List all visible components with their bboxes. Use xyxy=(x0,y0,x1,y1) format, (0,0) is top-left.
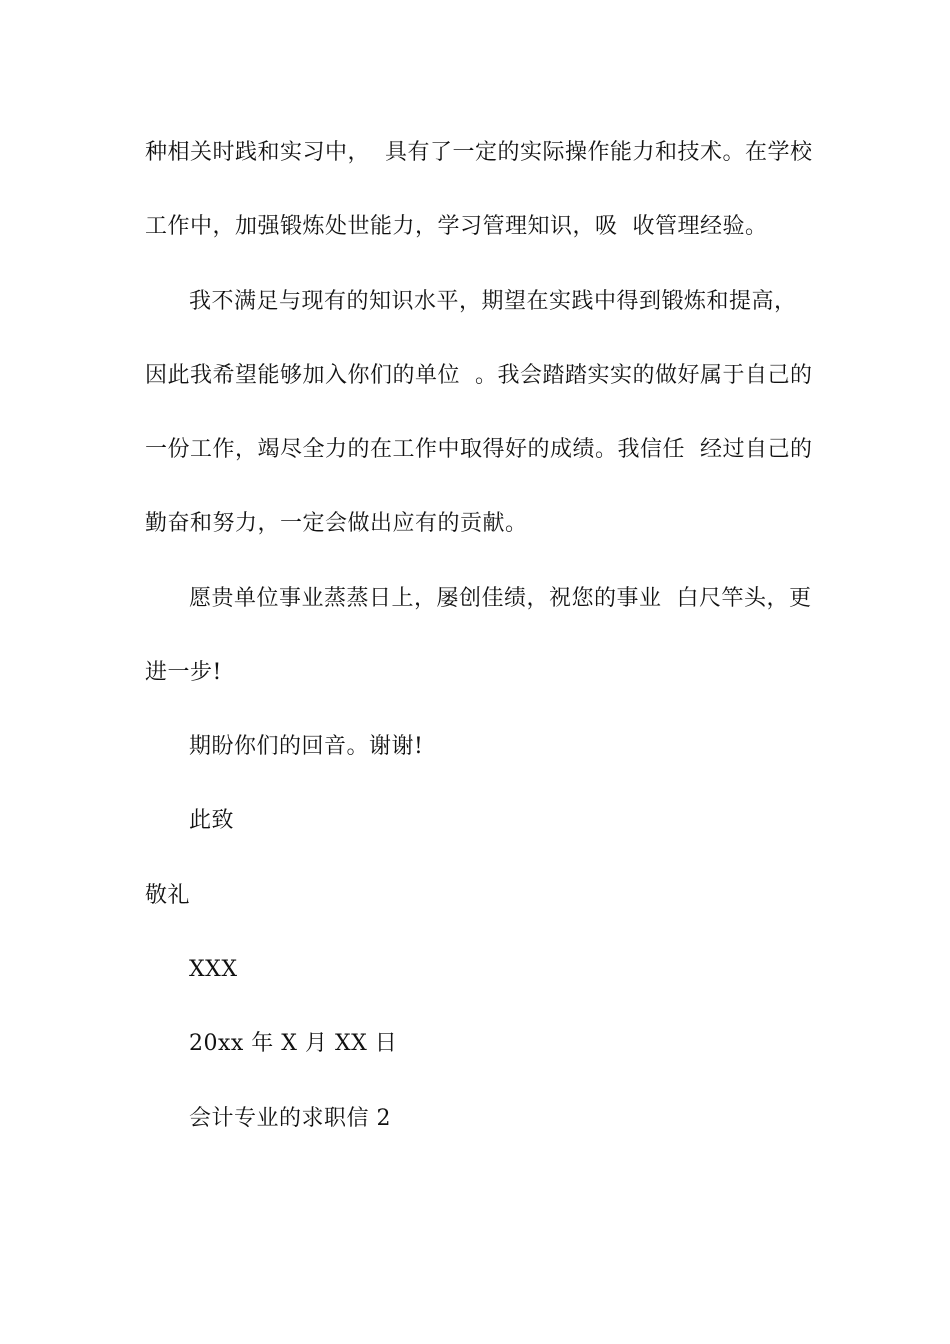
paragraph-line-2: 工作中，加强锻炼处世能力，学习管理知识，吸 收管理经验。 xyxy=(145,214,768,239)
signature-name: XXX xyxy=(189,957,238,982)
paragraph-line-1: 种相关时践和实习中， 具有了一定的实际操作能力和技术。在学校 xyxy=(145,140,813,165)
paragraph-line-5: 一份工作，竭尽全力的在工作中取得好的成绩。我信任 经过自己的 xyxy=(145,437,813,462)
closing-regards: 敬礼 xyxy=(145,883,191,908)
paragraph-line-6: 勤奋和努力，一定会做出应有的贡献。 xyxy=(145,511,528,536)
paragraph-line-8: 进一步! xyxy=(145,660,222,685)
section-title: 会计专业的求职信 2 xyxy=(189,1106,391,1131)
closing-salutation: 此致 xyxy=(189,808,235,833)
paragraph-line-4: 因此我希望能够加入你们的单位 。我会踏踏实实的做好属于自己的 xyxy=(145,363,813,388)
paragraph-line-7: 愿贵单位事业蒸蒸日上，屡创佳绩，祝您的事业 白尺竿头，更 xyxy=(189,586,812,611)
closing-thanks: 期盼你们的回音。谢谢! xyxy=(189,734,424,759)
paragraph-line-3: 我不满足与现有的知识水平，期望在实践中得到锻炼和提高， xyxy=(189,289,797,314)
signature-date: 20xx 年 X 月 XX 日 xyxy=(189,1031,398,1056)
